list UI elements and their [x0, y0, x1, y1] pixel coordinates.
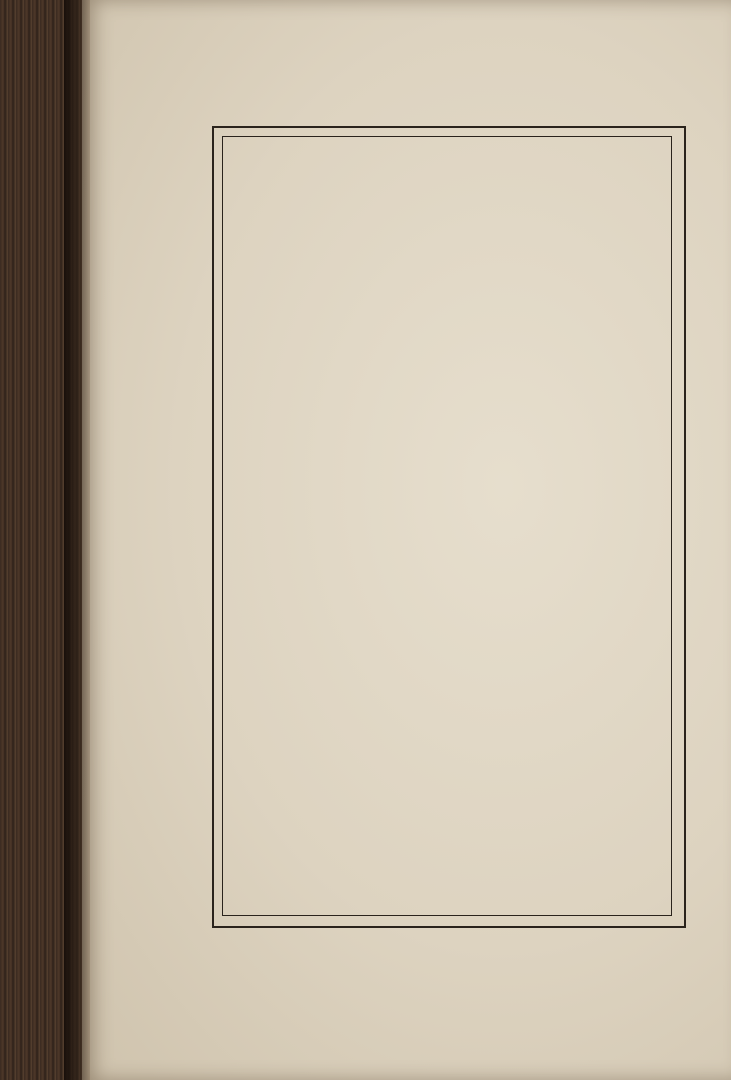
text-line [222, 588, 672, 636]
text-line [222, 540, 672, 588]
text-line [222, 636, 672, 684]
text-line [222, 444, 672, 492]
ornamental-left-column [230, 176, 266, 276]
text-line [222, 492, 672, 540]
gutter-shadow [64, 0, 90, 1080]
ornamental-header-band [228, 143, 666, 175]
text-line [222, 348, 672, 396]
text-line [222, 684, 672, 732]
text-line [222, 396, 672, 444]
ornamental-right-column [630, 176, 666, 276]
text-line [222, 300, 672, 348]
title-page-text [222, 300, 672, 780]
text-line [222, 732, 672, 780]
